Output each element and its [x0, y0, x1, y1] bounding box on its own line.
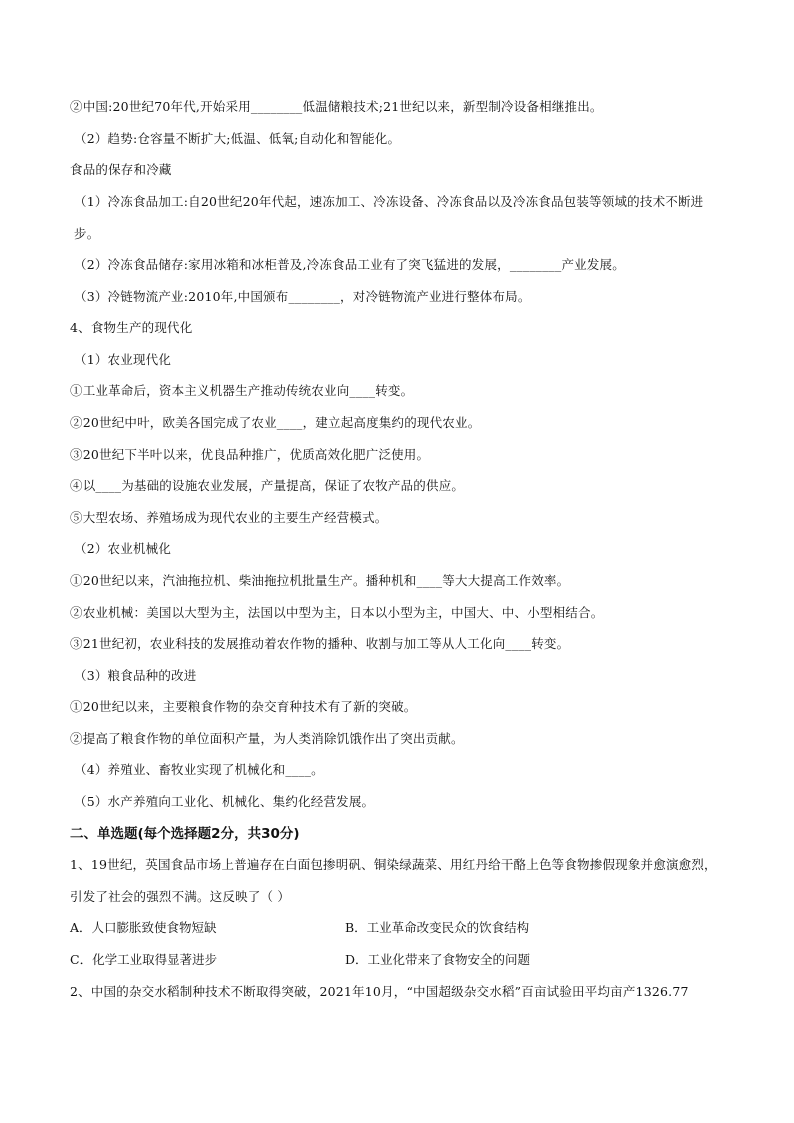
text-line: （4）养殖业、畜牧业实现了机械化和____。: [74, 762, 324, 778]
text-line: ④以____为基础的设施农业发展，产量提高，保证了农牧产品的供应。: [70, 478, 465, 494]
text-line: （1）农业现代化: [74, 351, 172, 367]
text-line: （3）冷链物流产业:2010年,中国颁布________，对冷链物流产业进行整体布局。: [74, 288, 531, 304]
text-line: ②农业机械：美国以大型为主，法国以中型为主，日本以小型为主，中国大、中、小型相结合。: [70, 604, 604, 620]
text-line: ①20世纪以来，汽油拖拉机、柴油拖拉机批量生产。播种机和____等大大提高工作效率。: [70, 572, 570, 588]
question-stem: 1、19世纪，英国食品市场上普遍存在白面包掺明矾、铜染绿蔬菜、用红丹给干酪上色等食物掺假现象并愈演愈烈，引发了社会的强烈不满。这反映了（ ）: [70, 857, 717, 905]
option-c: C．化学工业取得显著进步: [70, 952, 218, 968]
option-a: A．人口膨胀致使食物短缺: [70, 920, 217, 936]
text-line: ①工业革命后，资本主义机器生产推动传统农业向____转变。: [70, 383, 414, 399]
text-line: ②中国:20世纪70年代,开始采用________低温储粮技术;21世纪以来，新型制冷设备相继推出。: [70, 99, 603, 114]
text-line: ③20世纪下半叶以来，优良品种推广，优质高效化肥广泛使用。: [70, 446, 430, 462]
text-line: （2）趋势:仓容量不断扩大;低温、低氧;自动化和智能化。: [74, 130, 401, 146]
text-line: （3）粮食品种的改进: [74, 667, 197, 683]
subheading: 4、食物生产的现代化: [70, 320, 193, 336]
text-line: ②20世纪中叶，欧美各国完成了农业____，建立起高度集约的现代农业。: [70, 414, 481, 430]
section-title: 二、单选题(每个选择题2分，共30分): [70, 825, 300, 842]
option-d: D．工业化带来了食物安全的问题: [345, 952, 531, 968]
text-line: （5）水产养殖向工业化、机械化、集约化经营发展。: [74, 794, 375, 810]
text-line: （2）冷冻食品储存:家用冰箱和冰柜普及,冷冻食品工业有了突飞猛进的发展，________产业发展。: [74, 256, 625, 272]
subheading: 食品的保存和冷藏: [70, 162, 172, 178]
text-paragraph: （1）冷冻食品加工:自20世纪20年代起，速冻加工、冷冻设备、冷冻食品以及冷冻食品包装等领域的技术不断进步。: [74, 193, 704, 241]
text-line: ⑤大型农场、养殖场成为现代农业的主要生产经营模式。: [70, 509, 388, 525]
text-line: ①20世纪以来，主要粮食作物的杂交育种技术有了新的突破。: [70, 699, 417, 715]
question-options: [70, 919, 724, 982]
text-line: ②提高了粮食作物的单位面积产量，为人类消除饥饿作出了突出贡献。: [70, 730, 464, 746]
question-stem: 2、中国的杂交水稻制种技术不断取得突破，2021年10月，“中国超级杂交水稻”百亩试验田平均亩产1326.77: [70, 983, 689, 999]
text-line: （2）农业机械化: [74, 541, 172, 557]
option-b: B．工业革命改变民众的饮食结构: [345, 920, 530, 936]
text-line: ③21世纪初，农业科技的发展推动着农作物的播种、收割与加工等从人工化向____转变。: [70, 636, 570, 652]
